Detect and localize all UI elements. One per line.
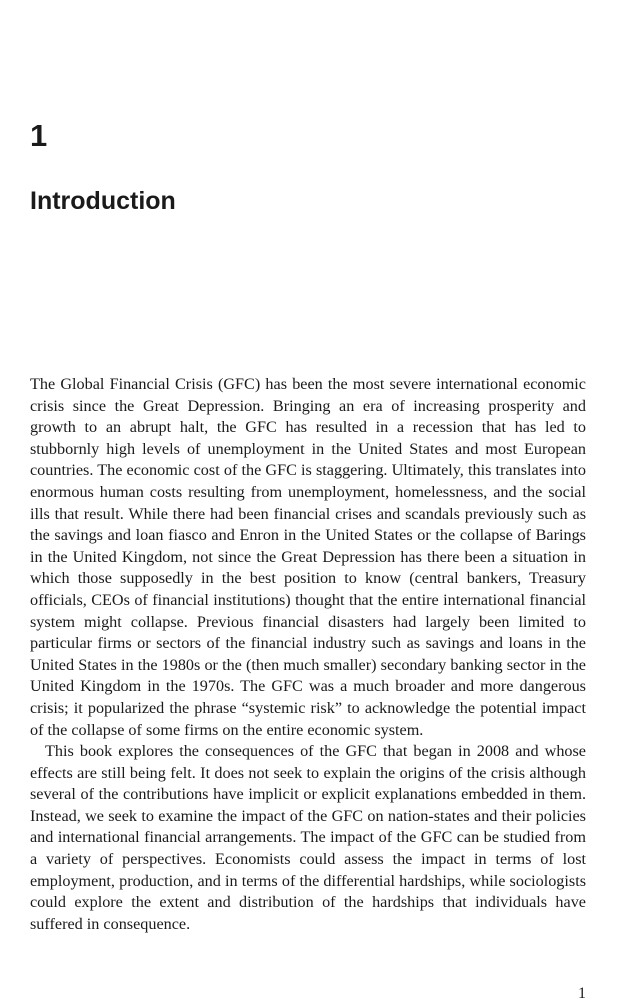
- chapter-body: [30, 374, 586, 935]
- paragraph-2: This book explores the consequences of the GFC that began in 2008 and whose effects are still being felt. It does not seek to explain the origins of the crisis although several of the contributions have implicit or explicit explanations embedded in them. Instead, we seek to examine the impact of the GFC on nation-states and their policies and international financial arrangements. The impact of the GFC can be studied from a variety of perspectives. Economists could assess the impact in terms of lost employment, production, and in terms of the differential hardships, while sociologists could explore the extent and distribution of the hardships that individuals have suffered in consequence.: [30, 742, 586, 933]
- chapter-title: Introduction: [30, 187, 176, 215]
- chapter-number: 1: [30, 118, 48, 153]
- paragraph-1: The Global Financial Crisis (GFC) has been the most severe international economic crisis since the Great Depression. Bringing an era of increasing prosperity and growth to an abrupt halt, the GFC has resulted in a recession that has led to stubbornly high levels of unemployment in the United States and most European countries. The economic cost of the GFC is staggering. Ultimately, this translates into enormous human costs resulting from unemployment, homelessness, and the social ills that result. While there had been financial crises and scandals previously such as the savings and loan fiasco and Enron in the United States or the collapse of Barings in the United Kingdom, not since the Great Depression has there been a situation in which those supposedly in the best position to know (central bankers, Treasury officials, CEOs of financial institutions) thought that the entire international financial system might collapse. Previous financial disasters had largely been limited to particular firms or sectors of the financial industry such as savings and loans in the United States in the 1980s or the (then much smaller) secondary banking sector in the United Kingdom in the 1970s. The GFC was a much broader and more dangerous crisis; it popularized the phrase “systemic risk” to acknowledge the potential impact of the collapse of some firms on the entire economic system.: [30, 375, 586, 739]
- page-number: 1: [578, 985, 586, 1002]
